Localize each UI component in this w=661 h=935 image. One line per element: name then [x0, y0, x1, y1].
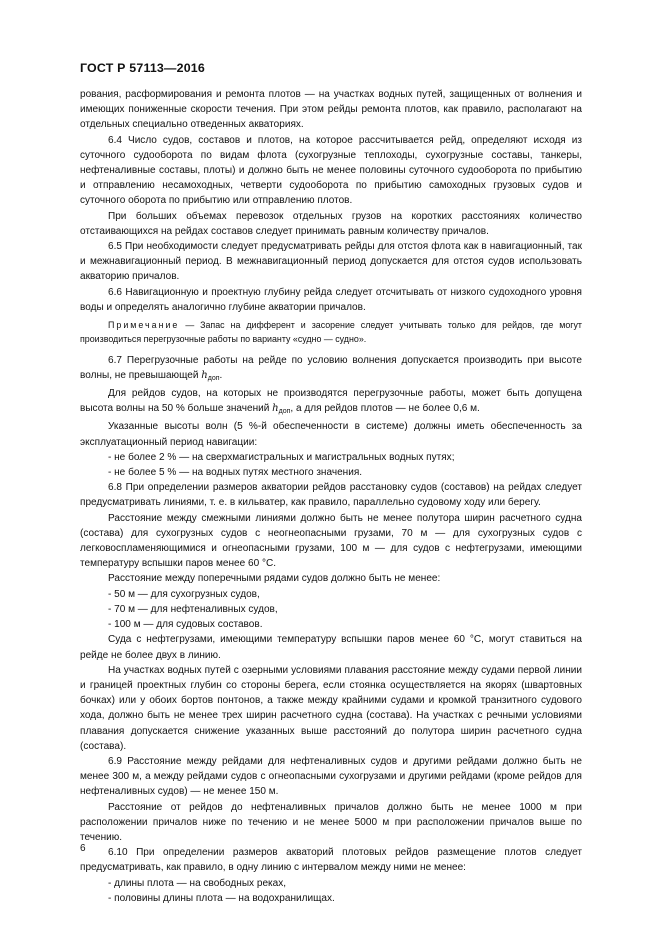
list-item: - 50 м — для сухогрузных судов, — [108, 588, 260, 600]
section-6-7 — [80, 353, 582, 386]
list-item: - не более 2 % — на сверхмагистральных и магистральных водных путях; — [108, 451, 455, 463]
h-symbol: h — [272, 403, 279, 415]
list-item: - 70 м — для нефтеналивных судов, — [108, 603, 278, 615]
document-header: ГОСТ Р 57113—2016 — [80, 61, 205, 75]
document-body — [80, 87, 582, 906]
paragraph-end: , а для рейдов плотов — не более 0,6 м. — [290, 403, 480, 415]
page-number: 6 — [80, 843, 86, 854]
list-item: - длины плота — на свободных реках, — [108, 877, 287, 889]
section-6-6: 6.6 Навигационную и проектную глубину рейда следует отсчитывать от низкого судоходного уровня воды и определять аналогично глубине акватории причалов. — [80, 286, 582, 313]
paragraph — [80, 386, 582, 419]
section-6-5: 6.5 При необходимости следует предусматривать рейды для отстоя флота как в навигационный, так и межнавигационный период. В межнавигационный период допускается для отстоя судов использовать акваторию причалов. — [80, 241, 582, 283]
h-symbol: h — [201, 369, 208, 381]
section-6-8: 6.8 При определении размеров акватории рейдов расстановку судов (составов) на рейдах следует предусматривать линиями, т. е. в кильватер, как правило, параллельно судовому ходу или берегу. — [80, 482, 582, 509]
list-item: - 100 м — для судовых составов. — [108, 619, 263, 631]
note-text: — Запас на дифферент и засорение следует учитывать только для рейдов, где могут производиться перегрузочные работы по варианту «судно — судно». — [80, 320, 582, 344]
paragraph: Расстояние между смежными линиями должно быть не менее полутора ширин расчетного судна (состава) для сухогрузных судов с неогнеопасными грузами, 70 м — для сухогрузных судов с легковоспламеняющимися и огнеопасными грузами, 100 м — для судов с нефтегрузами, имеющими температуру вспышки паров менее 60 °С. — [80, 512, 582, 570]
paragraph: При больших объемах перевозок отдельных грузов на коротких расстояниях количество отстаивающихся на рейдах составов следует принимать равным количеству причалов. — [80, 210, 582, 237]
paragraph: рования, расформирования и ремонта плотов — на участках водных путей, защищенных от волнения и имеющих пониженные скорости течения. При этом рейды ремонта плотов, как правило, располагают на отдельных специально отведенных акваториях. — [80, 89, 582, 131]
list-item: - половины длины плота — на водохранилищах. — [108, 892, 335, 904]
section-6-7-end: . — [219, 369, 223, 381]
note — [80, 319, 582, 347]
section-6-7-text: 6.7 Перегрузочные работы на рейде по условию волнения допускается производить при высоте волны, не превышающей — [80, 354, 582, 381]
paragraph-text: Для рейдов судов, на которых не производятся перегрузочные работы, может быть допущена высота волны на 50 % больше значений — [80, 388, 582, 415]
paragraph: Суда с нефтегрузами, имеющими температуру вспышки паров менее 60 °С, могут ставиться на рейде не более двух в линию. — [80, 634, 582, 661]
section-6-4: 6.4 Число судов, составов и плотов, на которое рассчитывается рейд, определяют исходя из суточного судооборота по видам флота (сухогрузные теплоходы, сухогрузные составы, танкеры, нефтеналивные составы, плоты) и должно быть не менее половины суточного судооборота по прибытию и отправлению несамоходных, четверти судооборота по прибытию самоходных грузовых судов и суточного оборота по прибытию или отправлению плотов. — [80, 134, 582, 207]
paragraph: Расстояние от рейдов до нефтеналивных причалов должно быть не менее 1000 м при расположении причалов ниже по течению и не менее 5000 м при расположении причалов выше по течению. — [80, 801, 582, 843]
list-item: - не более 5 % — на водных путях местного значения. — [108, 467, 363, 479]
paragraph: На участках водных путей с озерными условиями плавания расстояние между судами первой линии и границей проектных глубин со стороны берега, если стоянка осуществляется на якорях (швартовных бочках) или у обоих бортов понтонов, а также между крайними судами и кромкой транзитного судового хода, должно быть не менее трех ширин расчетного судна (состава). На участках с речными условиями плавания допускается снижение указанных выше расстояний до полутора ширин расчетного судна (состава). — [80, 664, 582, 752]
h-subscript: доп — [207, 374, 220, 382]
h-subscript: доп — [278, 408, 291, 416]
paragraph: Указанные высоты волн (5 %-й обеспеченности в системе) должны иметь обеспеченность за эксплуатационный период навигации: — [80, 421, 582, 448]
section-6-10: 6.10 При определении размеров акваторий плотовых рейдов размещение плотов следует предусматривать, как правило, в одну линию с интервалом между ними не менее: — [80, 847, 582, 874]
section-6-9: 6.9 Расстояние между рейдами для нефтеналивных судов и другими рейдами должно быть не менее 300 м, а между рейдами судов с огнеопасными сухогрузами и другими рейдами (кроме рейдов для нефтеналивных судов) — не менее 150 м. — [80, 755, 582, 798]
note-label: Примечание — [108, 320, 180, 331]
paragraph: Расстояние между поперечными рядами судов должно быть не менее: — [108, 573, 441, 585]
